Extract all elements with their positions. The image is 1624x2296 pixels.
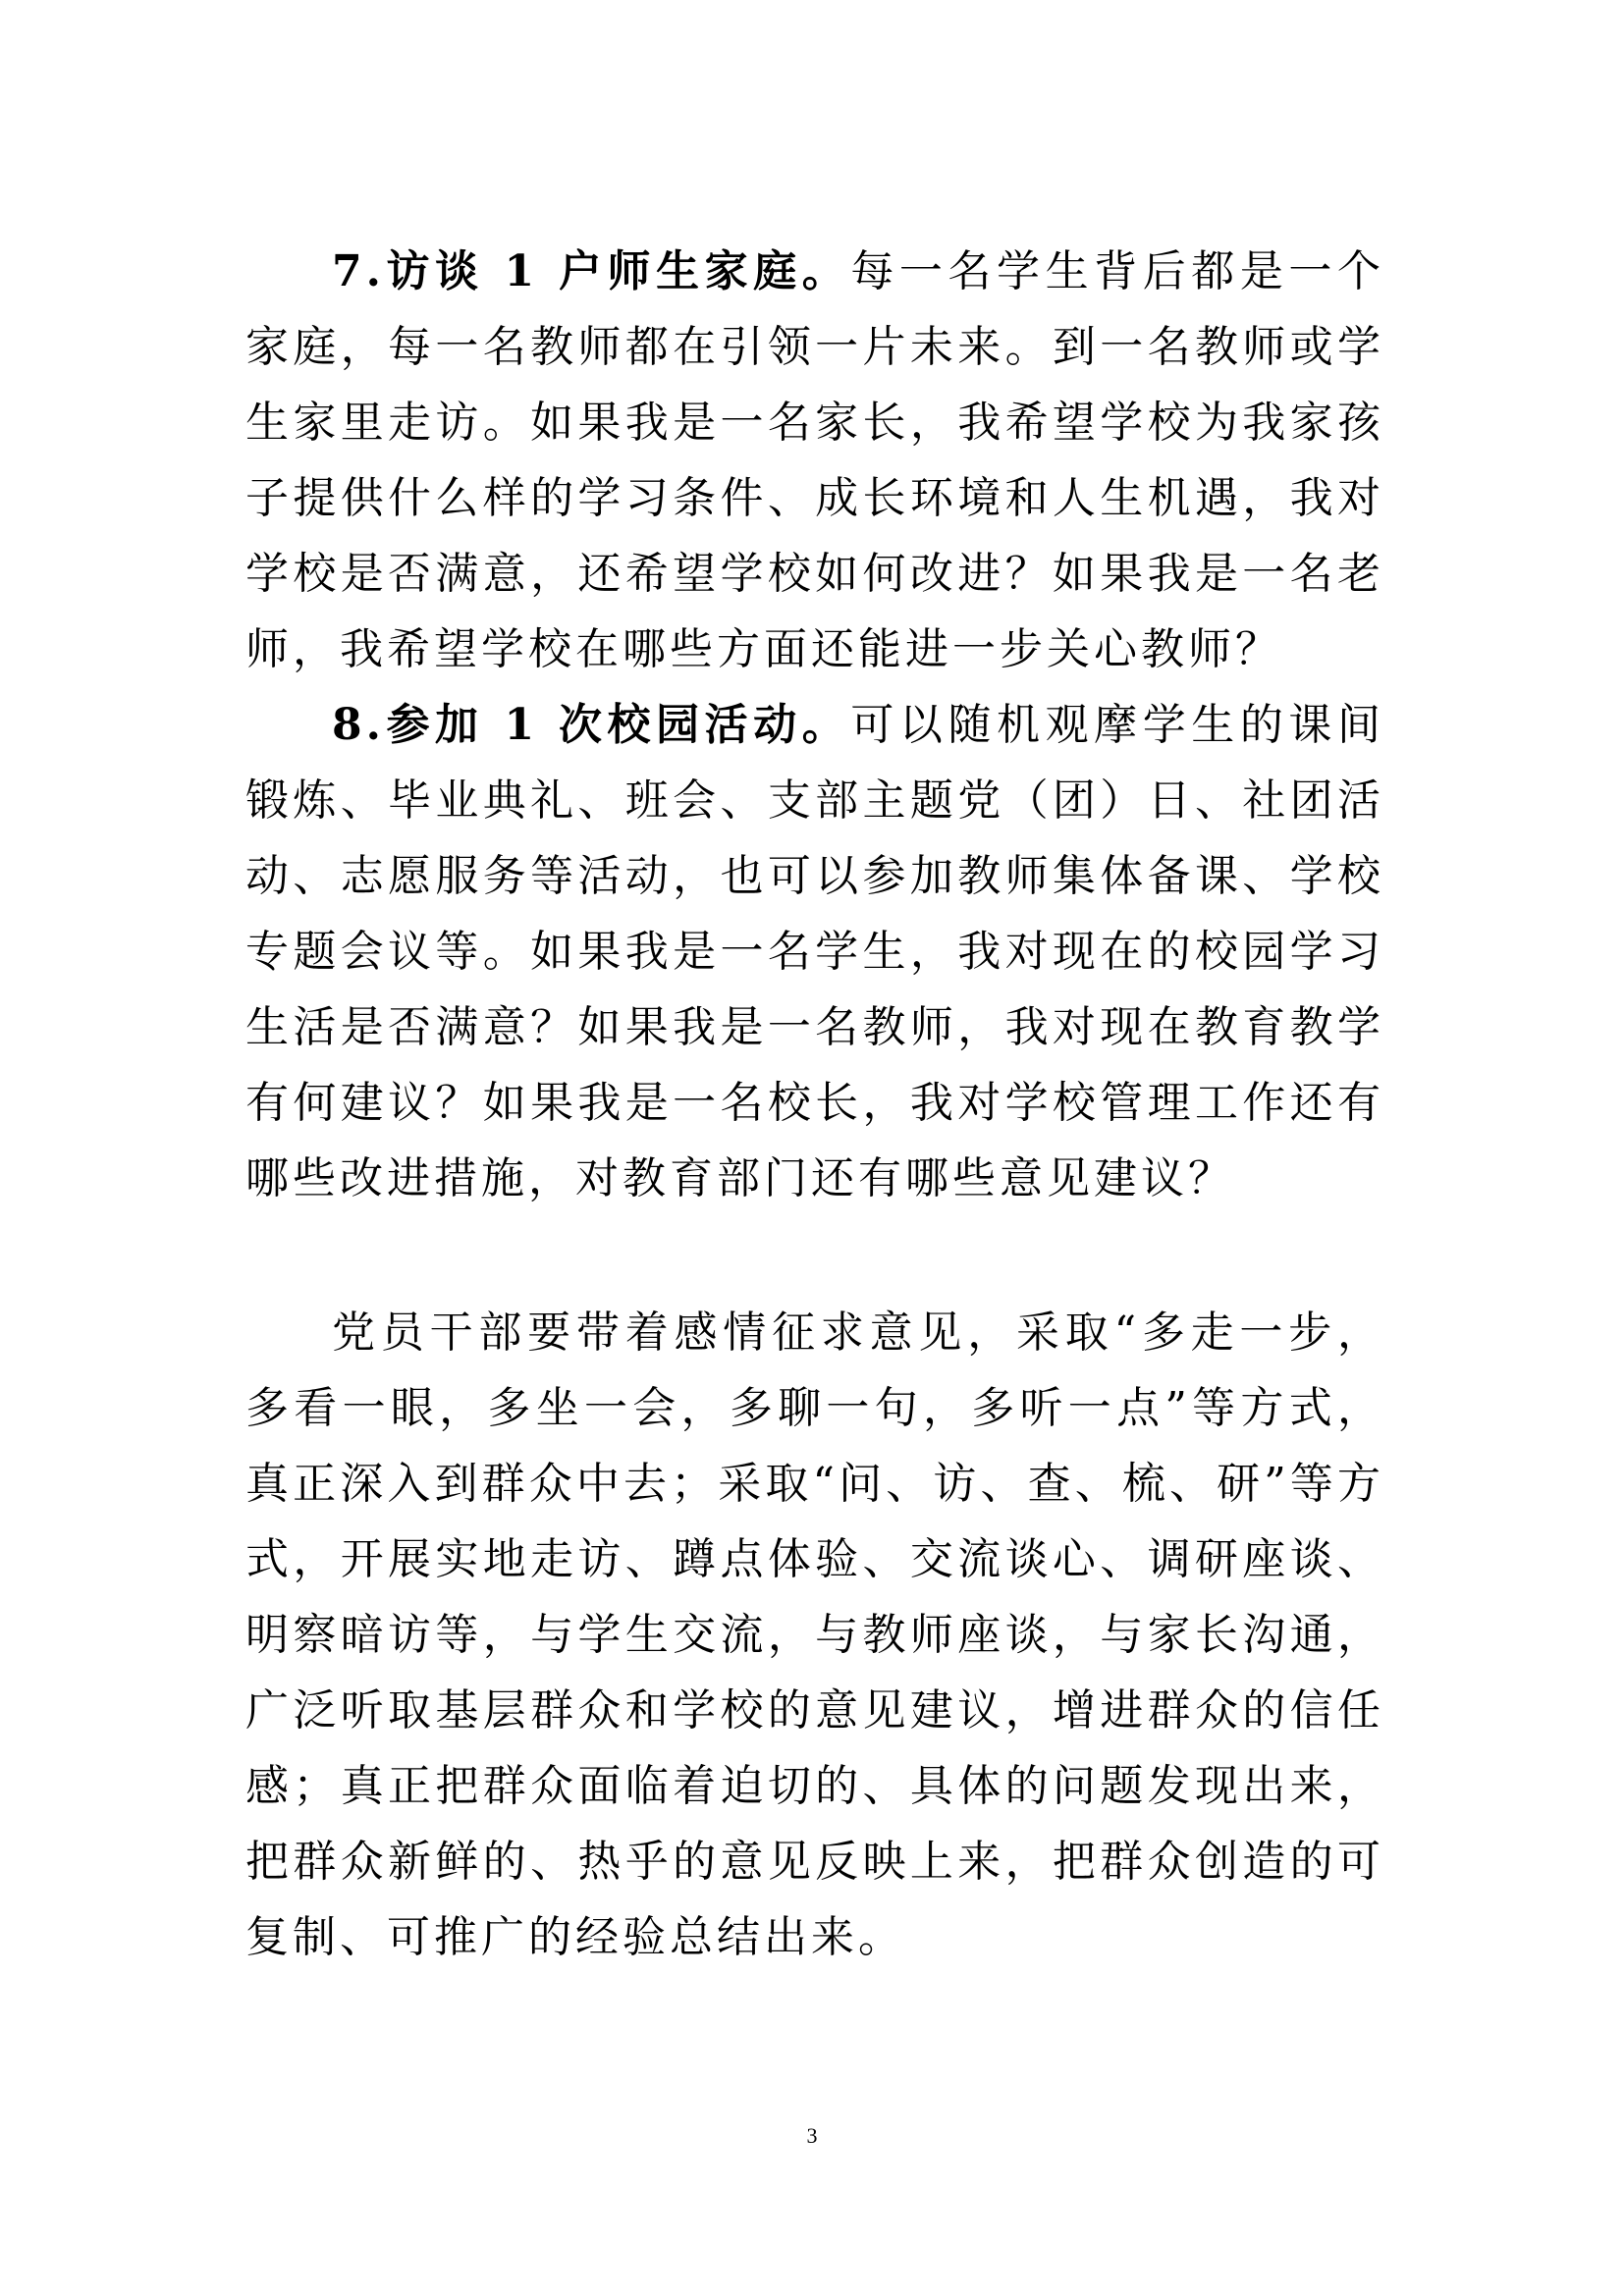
paragraph-visit-families [245, 234, 1384, 687]
paragraph-body: 党员干部要带着感情征求意见，采取“多走一步，多看一眼，多坐一会，多聊一句，多听一点”等方式，真正深入到群众中去；采取“问、访、查、梳、研”等方式，开展实地走访、蹲点体验、交流谈心、调研座谈、明察暗访等，与学生交流，与教师座谈，与家长沟通，广泛听取基层群众和学校的意见建议，增进群众的信任感；真正把群众面临着迫切的、具体的问题发现出来，把群众新鲜的、热乎的意见反映上来，把群众创造的可复制、可推广的经验总结出来。 [245, 1308, 1384, 1962]
page-number: 3 [806, 2123, 818, 2148]
paragraph-heading: 8.参加 1 次校园活动。 [332, 700, 851, 750]
paragraph-campus-activity [245, 687, 1384, 1216]
paragraph-summary [245, 1295, 1384, 1975]
paragraph-body: 可以随机观摩学生的课间锻炼、毕业典礼、班会、支部主题党（团）日、社团活动、志愿服务等活动，也可以参加教师集体备课、学校专题会议等。如果我是一名学生，我对现在的校园学习生活是否满意？如果我是一名教师，我对现在教育教学有何建议？如果我是一名校长，我对学校管理工作还有哪些改进措施，对教育部门还有哪些意见建议？ [245, 700, 1384, 1203]
document-page [245, 234, 1384, 1975]
paragraph-body: 每一名学生背后都是一个家庭，每一名教师都在引领一片未来。到一名教师或学生家里走访。如果我是一名家长，我希望学校为我家孩子提供什么样的学习条件、成长环境和人生机遇，我对学校是否满意，还希望学校如何改进？如果我是一名老师，我希望学校在哪些方面还能进一步关心教师？ [245, 246, 1384, 674]
paragraph-heading: 7.访谈 1 户师生家庭。 [332, 246, 851, 296]
